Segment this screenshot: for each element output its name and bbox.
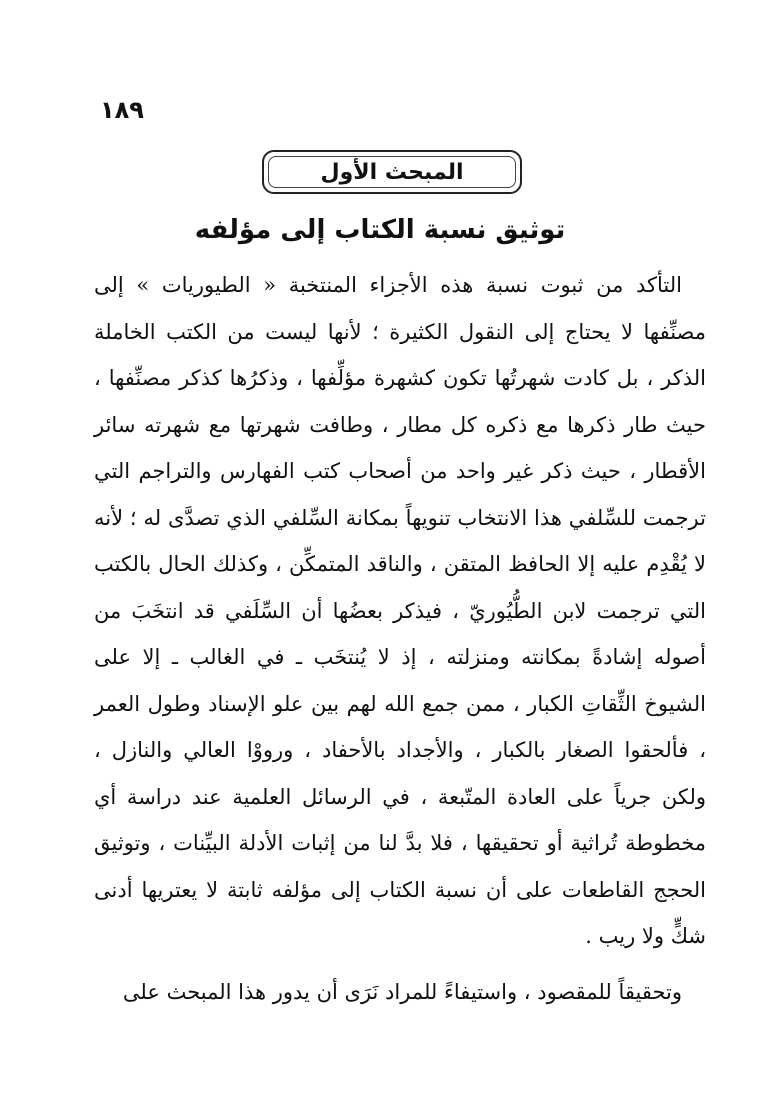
body-text bbox=[94, 262, 706, 1015]
paragraph-2: وتحقيقاً للمقصود ، واستيفاءً للمراد نَرَى أن يدور هذا المبحث على bbox=[122, 979, 682, 1004]
paragraph-1: التأكد من ثبوت نسبة هذه الأجزاء المنتخبة « الطيوريات » إلى مصنِّفها لا يحتاج إلى النقول الكثيرة ؛ لأنها ليست من الكتب الخاملة الذكر ، بل كادت شهرتُها تكون كشهرة مؤلِّفها ، وذكرُها كذكر مصنِّفها ، حيث طار ذكرها مع ذكره كل مطار ، وطافت شهرتها مع شهرته سائر الأقطار ، حيث ذكر غير واحد من أصحاب كتب الفهارس والتراجم التي ترجمت للسِّلفي هذا الانتخاب تنويهاً بمكانة السِّلفي الذي تصدَّى له ؛ لأنه لا يُقْدِم عليه إلا الحافظ المتقن ، والناقد المتمكِّن ، وكذلك الحال بالكتب التي ترجمت لابن الطُّيُوريّ ، فيذكر بعضُها أن السِّلَفي قد انتخَبَ من أصوله إشادةً بمكانته ومنزلته ، إذ لا يُنتخَب ـ في الغالب ـ إلا على الشيوخ الثِّقاتِ الكبار ، ممن جمع الله لهم بين علو الإسناد وطول العمر ، فألحقوا الصغار بالكبار ، والأجداد بالأحفاد ، ورووْا العالي والنازل ، ولكن جرياً على العادة المتّبعة ، في الرسائل العلمية عند دراسة أي مخطوطة تُراثية أو تحقيقها ، فلا بدَّ لنا من إثبات الأدلة البيِّنات ، وتوثيق الحجج القاطعات على أن نسبة الكتاب إلى مؤلفه ثابتة لا يعتريها أدنى شكٍّ ولا ريب . bbox=[94, 273, 706, 948]
section-heading: المبحث الأول bbox=[320, 159, 464, 185]
section-heading-frame bbox=[262, 150, 522, 194]
chapter-title: توثيق نسبة الكتاب إلى مؤلفه bbox=[194, 215, 566, 245]
page-number: ١٨٩ bbox=[100, 96, 144, 124]
